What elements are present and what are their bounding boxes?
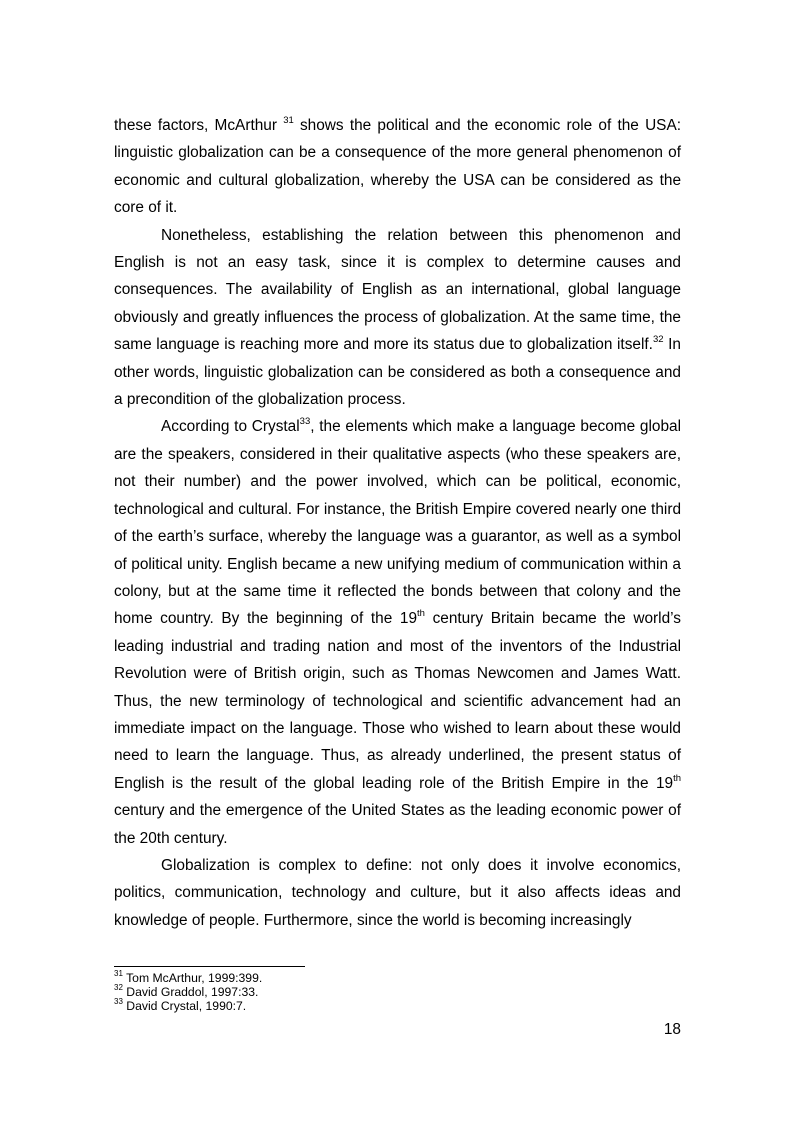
footnote-reference: 32 — [652, 334, 664, 346]
footnotes — [114, 968, 681, 1013]
paragraph-text: , the elements which make a language become global are the speakers, considered in their qualitative aspects (who these speakers are, not their number) and the power involved, which can be political, economic, technological and cultural. For instance, the British Empire covered nearly one third of the earth’s surface, whereby the language was a guarantor, as well as a symbol of political unity. English became a new unifying medium of communication within a colony, but at the same time it reflected the bonds between that colony and the home country. By the beginning of the 19 — [114, 418, 681, 628]
paragraph — [114, 112, 681, 222]
paragraph-text: According to Crystal — [161, 418, 300, 436]
paragraph-text: century and the emergence of the United States as the leading economic power of the 20th century. — [114, 802, 681, 847]
footnote-number: 32 — [114, 982, 123, 992]
paragraph-text: shows the political and the economic role of the USA: linguistic globalization can be a consequence of the more general phenomenon of economic and cultural globalization, whereby the USA can be considered as the core of it. — [114, 117, 681, 217]
footnote-text: David Graddol, 1997:33. — [122, 985, 259, 999]
footnote-number: 31 — [114, 968, 123, 978]
paragraph-text: these factors, McArthur — [114, 117, 284, 134]
paragraph-text: Globalization is complex to define: not only does it involve economics, politics, communication, technology and culture, but it also affects ideas and knowledge of people. Furthermore, since the world is becoming increasingly — [114, 856, 681, 929]
footnote-text: Tom McArthur, 1999:399. — [122, 971, 263, 985]
body-text — [114, 112, 681, 934]
paragraph-text: century Britain became the world’s leading industrial and trading nation and most of the inventors of the Industrial Revolution were of British origin, such as Thomas Newcomen and James Watt. Thus, the new terminology of technological and scientific advancement had an immediate impact on the language. Those who wished to learn about these would need to learn the language. Thus, as already underlined, the present status of English is the result of the global leading role of the British Empire in the 19 — [114, 610, 681, 792]
paragraph — [114, 852, 681, 934]
footnote — [114, 982, 681, 999]
footnote-number: 33 — [114, 996, 123, 1006]
footnote-reference: 31 — [283, 114, 294, 126]
footnote — [114, 996, 681, 1013]
footnote-reference: th — [417, 608, 425, 620]
footnote-reference: th — [673, 772, 681, 784]
paragraph-text: Nonetheless, establishing the relation between this phenomenon and English is not an easy task, since it is complex to determine causes and consequences. The availability of English as an international, global language obviously and greatly influences the process of globalization. At the same time, the same language is reaching more and more its status due to globalization itself. — [114, 226, 681, 354]
footnote-text: David Crystal, 1990:7. — [122, 999, 247, 1013]
paragraph — [114, 413, 681, 852]
footnote-divider — [114, 966, 305, 967]
paragraph-text: In other words, linguistic globalization can be considered as both a consequence and a precondition of the globalization process. — [114, 336, 681, 409]
page-number: 18 — [663, 1021, 681, 1038]
footnote-reference: 33 — [299, 416, 311, 428]
paragraph — [114, 222, 681, 414]
footnote — [114, 968, 681, 985]
